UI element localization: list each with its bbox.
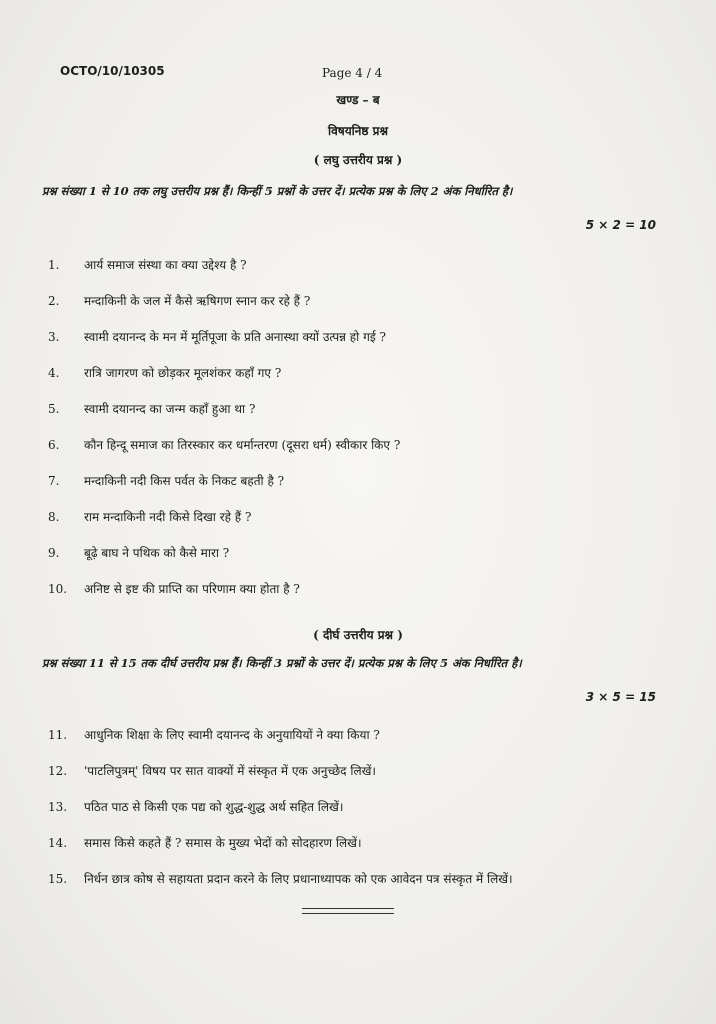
question-text: राम मन्दाकिनी नदी किसे दिखा रहे हैं ? [84,510,252,524]
question-item [48,726,668,743]
question-text: 'पाटलिपुत्रम्' विषय पर सात वाक्यों में संस्कृत में एक अनुच्छेद लिखें। [84,764,376,778]
question-text: बूढ़े बाघ ने पथिक को कैसे मारा ? [84,546,230,560]
page-number: Page 4 / 4 [322,66,383,80]
short-answer-title: ( लघु उत्तरीय प्रश्न ) [313,153,403,167]
question-item [48,472,668,489]
question-item [48,256,668,273]
question-number: 10. [48,582,68,596]
question-number: 15. [48,872,68,886]
short-answer-instruction: प्रश्न संख्या 1 से 10 तक लघु उत्तरीय प्रश्न हैं। किन्हीं 5 प्रश्नों के उत्तर दें। प्रत्येक प्रश्न के लिए 2 अंक निर्धारित है। [42,184,513,198]
question-number: 14. [48,836,68,850]
question-number: 12. [48,764,68,778]
question-text: स्वामी दयानन्द का जन्म कहाँ हुआ था ? [84,402,256,416]
question-number: 5. [48,402,60,416]
question-number: 2. [48,294,60,308]
short-answer-marks: 5 × 2 = 10 [585,218,656,232]
question-number: 9. [48,546,60,560]
question-item [48,870,668,887]
question-item [48,580,668,597]
question-item [48,400,668,417]
question-text: समास किसे कहते हैं ? समास के मुख्य भेदों को सोदहारण लिखें। [84,836,362,850]
question-text: निर्धन छात्र कोष से सहायता प्रदान करने के लिए प्रधानाध्यापक को एक आवेदन पत्र संस्कृत में लिखें। [84,872,513,886]
question-number: 13. [48,800,68,814]
section-heading: खण्ड – ब [336,93,380,107]
question-text: मन्दाकिनी के जल में कैसे ऋषिगण स्नान कर रहे हैं ? [84,294,311,308]
question-item [48,762,668,779]
question-number: 8. [48,510,60,524]
end-rule [302,908,394,909]
question-text: आर्य समाज संस्था का क्या उद्देश्य है ? [84,258,247,272]
question-number: 7. [48,474,60,488]
question-text: मन्दाकिनी नदी किस पर्वत के निकट बहती है ? [84,474,285,488]
subjective-heading: विषयनिष्ठ प्रश्न [327,124,388,138]
question-text: आधुनिक शिक्षा के लिए स्वामी दयानन्द के अनुयायियों ने क्या किया ? [84,728,380,742]
question-item [48,834,668,851]
question-item [48,364,668,381]
question-text: रात्रि जागरण को छोड़कर मूलशंकर कहाँ गए ? [84,366,282,380]
question-item [48,436,668,453]
question-text: स्वामी दयानन्द के मन में मूर्तिपूजा के प्रति अनास्था क्यों उत्पन्न हो गई ? [84,330,386,344]
question-text: कौन हिन्दू समाज का तिरस्कार कर धर्मान्तरण (दूसरा धर्म) स्वीकार किए ? [84,438,401,452]
question-item [48,544,668,561]
question-text: अनिष्ट से इष्ट की प्राप्ति का परिणाम क्या होता है ? [84,582,300,596]
long-answer-marks: 3 × 5 = 15 [585,690,656,704]
question-number: 6. [48,438,60,452]
question-item [48,328,668,345]
long-answer-title: ( दीर्घ उत्तरीय प्रश्न ) [313,628,403,642]
end-rule [302,913,394,914]
question-text: पठित पाठ से किसी एक पद्य को शुद्ध-शुद्ध अर्थ सहित लिखें। [84,800,344,814]
question-item [48,798,668,815]
question-item [48,292,668,309]
question-number: 11. [48,728,68,742]
question-item [48,508,668,525]
question-number: 3. [48,330,60,344]
long-answer-instruction: प्रश्न संख्या 11 से 15 तक दीर्घ उत्तरीय प्रश्न हैं। किन्हीं 3 प्रश्नों के उत्तर दें। प्रत्येक प्रश्न के लिए 5 अंक निर्धारित है। [42,656,522,670]
question-number: 4. [48,366,60,380]
question-number: 1. [48,258,60,272]
paper-code: OCTO/10/10305 [60,64,165,78]
